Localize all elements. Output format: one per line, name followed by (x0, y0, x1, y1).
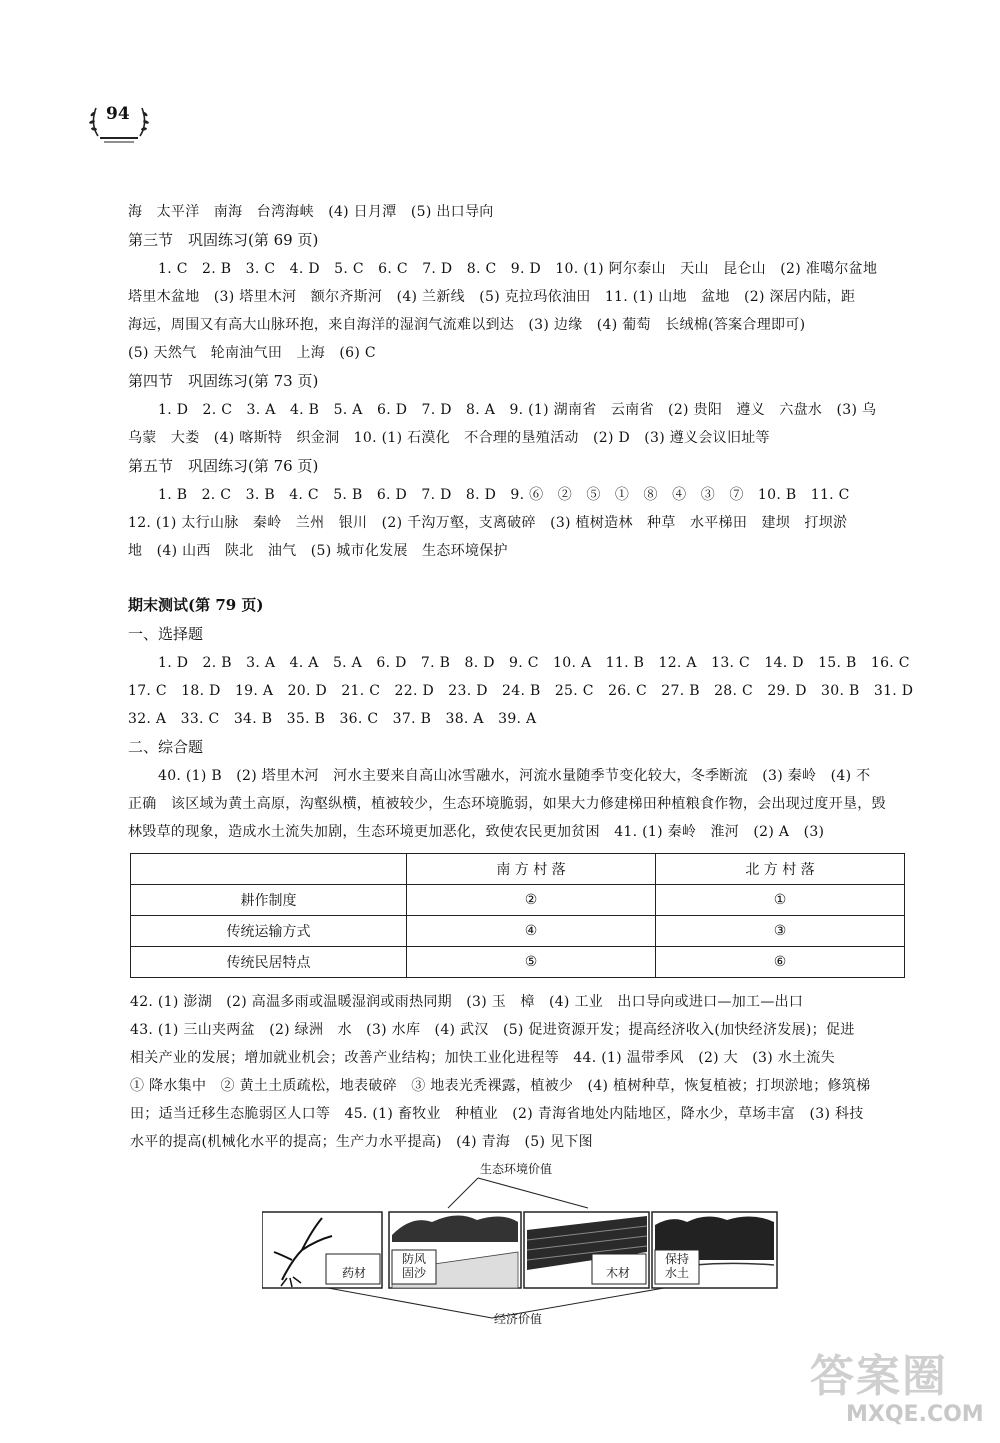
answer-line: 塔里木盆地 (3) 塔里木河 额尔齐斯河 (4) 兰新线 (5) 克拉玛依油田 11. (1) 山地 盆地 (2) 深居内陆，距 (128, 289, 856, 305)
answer-line: 田；适当迁移生态脆弱区人口等 45. (1) 畜牧业 种植业 (2) 青海省地处内陆地区，降水少，草场丰富 (3) 科技 (130, 1106, 864, 1122)
table-cell: 传统民居特点 (131, 947, 407, 978)
answer-line: 40. (1) B (2) 塔里木河 河水主要来自高山冰雪融水，河流水量随季节变化较大，冬季断流 (3) 秦岭 (4) 不 (158, 768, 871, 784)
answer-line: 1. D 2. C 3. A 4. B 5. A 6. D 7. D 8. A 9. (1) 湖南省 云南省 (2) 贵阳 遵义 六盘水 (3) 乌 (158, 402, 877, 418)
answers-bottom (130, 988, 900, 1156)
table-cell: 传统运输方式 (131, 916, 407, 947)
answer-line: 正确 该区域为黄土高原，沟壑纵横，植被较少，生态环境脆弱，如果大力修建梯田种植粮食作物，会出现过度开垦，毁 (128, 796, 886, 812)
answer-content (128, 198, 914, 846)
economic-value-label: 经济价值 (494, 1312, 543, 1326)
answer-line: 相关产业的发展；增加就业机会；改善产业结构；加快工业化进程等 44. (1) 温带季风 (2) 大 (3) 水土流失 (130, 1050, 835, 1066)
table-cell: ④ (407, 916, 656, 947)
panel-label-timber: 木材 (606, 1266, 631, 1280)
value-diagram (262, 1160, 782, 1330)
panel-label-windbreak: 防风 固沙 (402, 1252, 427, 1280)
page-number-emblem (84, 96, 154, 146)
answer-line: ① 降水集中 ② 黄土土质疏松，地表破碎 ③ 地表光秃裸露，植被少 (4) 植树种草，恢复植被；打坝淤地；修筑梯 (130, 1078, 871, 1094)
panel-label-soil: 保持 水土 (665, 1252, 690, 1280)
answers-final (128, 620, 914, 846)
watermark-url: MXQE.COM (846, 1402, 984, 1427)
answer-table (130, 853, 905, 978)
answer-line: (5) 天然气 轮南油气田 上海 (6) C (128, 345, 376, 361)
table-header-row (131, 854, 905, 885)
table-cell: ① (656, 885, 905, 916)
table-cell: 耕作制度 (131, 885, 407, 916)
answer-line: 17. C 18. D 19. A 20. D 21. C 22. D 23. D 24. B 25. C 26. C 27. B 28. C 29. D 30. B 31. D (128, 683, 914, 699)
section-heading: 第五节 巩固练习(第 76 页) (128, 457, 319, 475)
answer-line: 1. C 2. B 3. C 4. D 5. C 6. C 7. D 8. C 9. D 10. (1) 阿尔泰山 天山 昆仑山 (2) 准噶尔盆地 (158, 261, 878, 277)
table-cell: ⑥ (656, 947, 905, 978)
answer-line: 43. (1) 三山夹两盆 (2) 绿洲 水 (3) 水库 (4) 武汉 (5) 促进资源开发；提高经济收入(加快经济发展)；促进 (130, 1022, 855, 1038)
answer-line: 12. (1) 太行山脉 秦岭 兰州 银川 (2) 千沟万壑，支离破碎 (3) 植树造林 种草 水平梯田 建坝 打坝淤 (128, 515, 848, 531)
watermark (810, 1340, 1000, 1443)
section-heading: 一、选择题 (128, 625, 204, 643)
answers-top (128, 198, 888, 565)
answer-line: 海 太平洋 南海 台湾海峡 (4) 日月潭 (5) 出口导向 (128, 204, 494, 220)
section-heading: 第四节 巩固练习(第 73 页) (128, 372, 319, 390)
answer-line: 乌蒙 大娄 (4) 喀斯特 织金洞 10. (1) 石漠化 不合理的垦殖活动 (2) D (3) 遵义会议旧址等 (128, 430, 770, 446)
panel-label-medicine: 药材 (342, 1266, 367, 1280)
table-row (131, 885, 905, 916)
ecology-value-label: 生态环境价值 (480, 1162, 553, 1176)
page-number-text: 94 (106, 104, 130, 124)
section-heading: 二、综合题 (128, 738, 204, 756)
answer-line: 林毁草的现象，造成水土流失加剧，生态环境更加恶化，致使农民更加贫困 41. (1) 秦岭 淮河 (2) A (3) (128, 824, 825, 840)
diagram-svg (262, 1160, 782, 1330)
table-cell: ⑤ (407, 947, 656, 978)
answer-line: 1. D 2. B 3. A 4. A 5. A 6. D 7. B 8. D 9. C 10. A 11. B 12. A 13. C 14. D 15. B 16. C (158, 655, 910, 671)
watermark-text: 答案圈 (810, 1351, 948, 1402)
table-cell (131, 854, 407, 885)
answer-line: 1. B 2. C 3. B 4. C 5. B 6. D 7. D 8. D 9. ⑥ ② ⑤ ① ⑧ ④ ③ ⑦ 10. B 11. C (158, 487, 850, 503)
final-test-title: 期末测试(第 79 页) (128, 596, 264, 614)
table-row (131, 916, 905, 947)
table-cell: ② (407, 885, 656, 916)
table-cell: 北 方 村 落 (656, 854, 905, 885)
table-cell: 南 方 村 落 (407, 854, 656, 885)
answer-line: 水平的提高(机械化水平的提高；生产力水平提高) (4) 青海 (5) 见下图 (130, 1134, 593, 1150)
table-row (131, 947, 905, 978)
answer-line: 海远，周围又有高大山脉环抱，来自海洋的湿润气流难以到达 (3) 边缘 (4) 葡萄 长绒棉(答案合理即可) (128, 317, 806, 333)
section-heading: 第三节 巩固练习(第 69 页) (128, 231, 319, 249)
answer-line: 地 (4) 山西 陕北 油气 (5) 城市化发展 生态环境保护 (128, 543, 508, 559)
table-cell: ③ (656, 916, 905, 947)
answer-line: 42. (1) 澎湖 (2) 高温多雨或温暖湿润或雨热同期 (3) 玉 樟 (4) 工业 出口导向或进口—加工—出口 (130, 994, 804, 1010)
answer-line: 32. A 33. C 34. B 35. B 36. C 37. B 38. A 39. A (128, 711, 537, 727)
